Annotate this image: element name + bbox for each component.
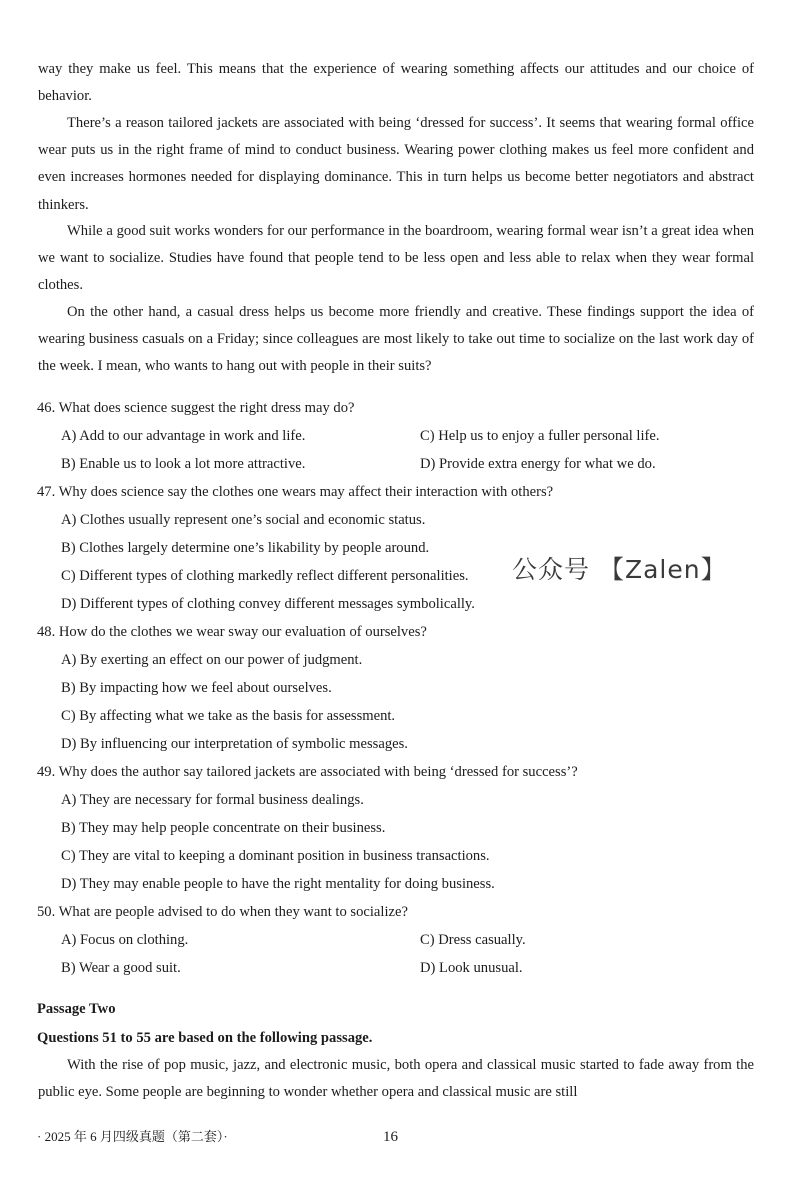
question-stem-50: 50. What are people advised to do when they want to socialize?	[37, 904, 408, 920]
page-number: 16	[383, 1129, 398, 1145]
section-instruction: Questions 51 to 55 are based on the following passage.	[37, 1030, 373, 1046]
option-50c: C) Dress casually.	[420, 932, 526, 948]
option-49a: A) They are necessary for formal business dealings.	[61, 792, 364, 808]
option-48c: C) By affecting what we take as the basis for assessment.	[61, 708, 396, 724]
option-47b: B) Clothes largely determine one’s likability by people around.	[61, 540, 430, 556]
option-49c: C) They are vital to keeping a dominant position in business transactions.	[61, 848, 490, 864]
option-48d: D) By influencing our interpretation of symbolic messages.	[61, 736, 408, 752]
option-50b: B) Wear a good suit.	[61, 960, 181, 976]
option-47d: D) Different types of clothing convey different messages symbolically.	[61, 596, 475, 612]
option-46c: C) Help us to enjoy a fuller personal life.	[420, 428, 660, 444]
exam-label: · 2025 年 6 月四级真题（第二套）·	[37, 1129, 228, 1144]
section-title: Passage Two	[37, 1001, 116, 1017]
passage-paragraph: There’s a reason tailored jackets are associated with being ‘dressed for success’. It seems that wearing formal office wear puts us in the right frame of mind to conduct business. Wearing power clothing makes us feel more confident and even increases hormones needed for displaying dominance. This in turn helps us become better negotiators and abstract thinkers.	[38, 115, 754, 213]
option-50a: A) Focus on clothing.	[61, 932, 189, 948]
option-47a: A) Clothes usually represent one’s social and economic status.	[61, 512, 426, 528]
watermark: 公众号 【Zalen】	[512, 555, 727, 584]
option-49d: D) They may enable people to have the right mentality for doing business.	[61, 876, 495, 892]
question-stem-46: 46. What does science suggest the right dress may do?	[37, 400, 355, 416]
option-50d: D) Look unusual.	[420, 960, 523, 976]
question-stem-48: 48. How do the clothes we wear sway our evaluation of ourselves?	[37, 624, 427, 640]
option-49b: B) They may help people concentrate on their business.	[61, 820, 386, 836]
option-47c: C) Different types of clothing markedly reflect different personalities.	[61, 568, 469, 584]
question-stem-47: 47. Why does science say the clothes one wears may affect their interaction with others?	[37, 484, 554, 500]
option-46d: D) Provide extra energy for what we do.	[420, 456, 656, 472]
passage-paragraph: With the rise of pop music, jazz, and electronic music, both opera and classical music started to fade away from the public eye. Some people are beginning to wonder whether opera and classical music are still	[38, 1057, 754, 1101]
question-stem-49: 49. Why does the author say tailored jackets are associated with being ‘dressed for success’?	[37, 764, 578, 780]
option-48b: B) By impacting how we feel about ourselves.	[61, 680, 332, 696]
option-46b: B) Enable us to look a lot more attractive.	[61, 456, 306, 472]
passage-paragraph: While a good suit works wonders for our performance in the boardroom, wearing formal wear isn’t a great idea when we want to socialize. Studies have found that people tend to be less open and less able to relax when they wear formal clothes.	[38, 223, 754, 294]
passage-paragraph: way they make us feel. This means that the experience of wearing something affects our attitudes and our choice of behavior.	[38, 61, 754, 105]
option-46a: A) Add to our advantage in work and life.	[61, 428, 306, 444]
option-48a: A) By exerting an effect on our power of judgment.	[61, 652, 363, 668]
passage-paragraph: On the other hand, a casual dress helps us become more friendly and creative. These findings support the idea of wearing business casuals on a Friday; since colleagues are most likely to take out time to socialize on the last work day of the week. I mean, who wants to hang out with people in their suits?	[38, 304, 754, 375]
